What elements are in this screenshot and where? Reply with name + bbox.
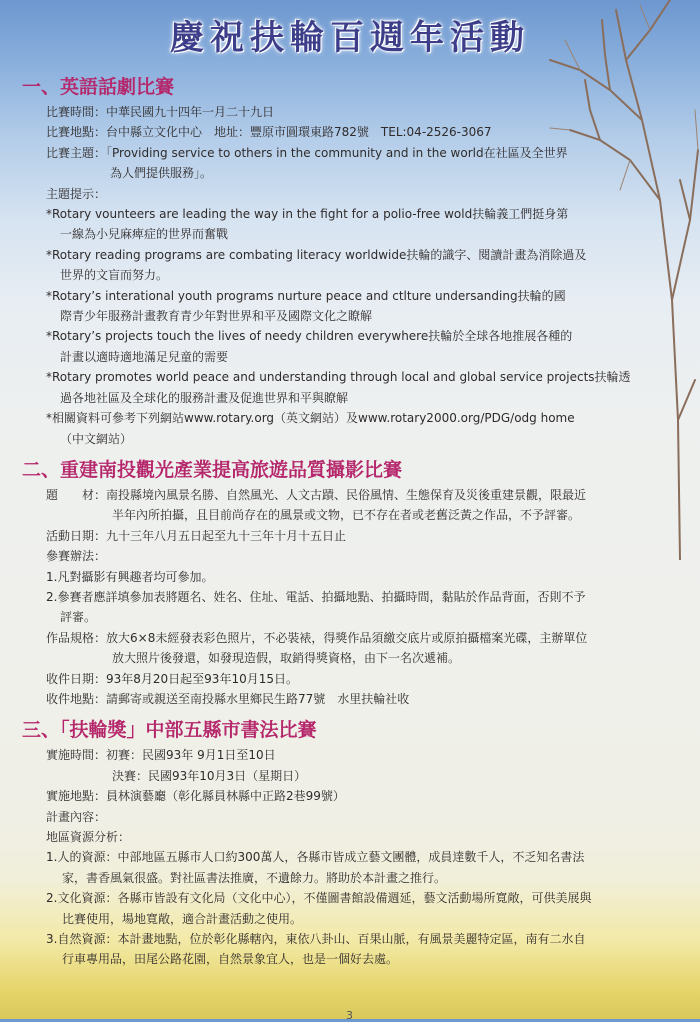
section-heading-calligraphy: 三、「扶輪獎」中部五縣市書法比賽	[22, 719, 317, 742]
text-line: *Rotary vounteers are leading the way in the fight for a polio-free wold扶輪義工們挺身第	[46, 207, 569, 222]
text-line: 實施時間：初賽：民國93年 9月1日至10日	[46, 748, 276, 763]
text-line: 1.凡對攝影有興趣者均可參加。	[46, 569, 214, 584]
text-line: 半年內所拍攝，且目前尚存在的風景或文物，已不存在者或老舊泛黃之作品，不予評審。	[112, 508, 581, 523]
text-line: *相關資料可參考下列網站www.rotary.org（英文網站）及www.rotary2000.org/PDG/odg home	[46, 411, 575, 426]
text-line: 比賽地點：台中縣立文化中心 地址：豐原市圓環東路782號 TEL:04-2526-3067	[46, 125, 492, 140]
text-line: *Rotary promotes world peace and understanding through local and global service projects扶輪透	[46, 370, 631, 385]
text-line: 一線為小兒麻痺症的世界而奮戰	[60, 227, 229, 242]
text-line: 際青少年服務計畫教育青少年對世界和平及國際文化之瞭解	[60, 309, 373, 324]
text-line: *Rotary’s projects touch the lives of needy children everywhere扶輪於全球各地推展各種的	[46, 329, 573, 344]
text-line: 參賽辦法：	[46, 549, 107, 564]
text-line: 實施地點：員林演藝廳（彰化縣員林縣中正路2巷99號）	[46, 789, 345, 804]
text-line: 放大照片後發還，如發現造假，取銷得獎資格，由下一名次遞補。	[112, 651, 461, 666]
text-line: 過各地社區及全球化的服務計畫及促進世界和平與瞭解	[60, 390, 349, 405]
text-line: 為人們提供服務」。	[110, 166, 213, 181]
section-heading-photography: 二、重建南投觀光產業提高旅遊品質攝影比賽	[22, 458, 403, 481]
text-line: 比賽使用，場地寬敞，適合計畫活動之使用。	[62, 911, 303, 926]
section-heading-english-drama: 一、英語話劇比賽	[22, 76, 175, 98]
text-line: （中文網站）	[60, 431, 133, 446]
text-line: 3.自然資源：本計畫地點，位於彰化縣轄內，東依八卦山、百果山脈，有風景美麗特定區，南有二水自	[46, 932, 586, 947]
text-line: 計畫內容：	[46, 809, 107, 824]
text-line: 1.人的資源：中部地區五縣市人口約300萬人，各縣市皆成立藝文團體，成員達數千人，不乏知名書法	[46, 850, 585, 865]
text-line: 計畫以適時適地滿足兒童的需要	[60, 349, 229, 364]
text-line: 題 材：南投縣境內風景名勝、自然風光、人文古蹟、民俗風情、生態保育及災後重建景觀，限最近	[46, 487, 587, 502]
text-line: 家，書香風氣很盛。對社區書法推廣，不遺餘力。將助於本計畫之推行。	[62, 870, 447, 885]
text-line: 主題提示：	[46, 186, 107, 201]
text-line: 2.參賽者應詳填參加表將題名、姓名、住址、電話、拍攝地點、拍攝時間，黏貼於作品背面，否則不予	[46, 589, 586, 604]
text-line: 行車專用品，田尾公路花園，自然景象宜人，也是一個好去處。	[62, 952, 399, 967]
text-line: 評審。	[60, 610, 97, 625]
text-line: 2.文化資源：各縣市皆設有文化局（文化中心），不僅圖書館設備週延，藝文活動場所寬敞，可供美展與	[46, 891, 592, 906]
text-line: 收件地點：請郵寄或親送至南投縣水里鄉民生路77號 水里扶輪社收	[46, 691, 410, 706]
text-line: *Rotary reading programs are combating literacy worldwide扶輪的識字、閱讀計畫為消除過及	[46, 247, 587, 262]
text-line: *Rotary’s interational youth programs nurture peace and ctlture undersanding扶輪的國	[46, 288, 566, 303]
text-line: 收件日期：93年8月20日起至93年10月15日。	[46, 671, 298, 686]
document-body	[0, 72, 700, 970]
text-line: 世界的文盲而努力。	[60, 268, 169, 283]
page-title: 慶祝扶輪百週年活動	[170, 18, 530, 58]
text-line: 活動日期：九十三年八月五日起至九十三年十月十五日止	[46, 528, 347, 543]
text-line: 比賽時間：中華民國九十四年一月二十九日	[46, 105, 275, 119]
text-line: 比賽主題：「Providing service to others in the community and in the world在社區及全世界	[46, 145, 568, 160]
text-line: 決賽：民國93年10月3日（星期日）	[112, 768, 307, 783]
page-number: 3	[346, 1009, 353, 1022]
text-line: 地區資源分析：	[46, 830, 131, 844]
text-line: 作品規格：放大6×8未經發表彩色照片，不必裝裱，得獎作品須繳交底片或原拍攝檔案光碟，主辦單位	[46, 630, 588, 645]
